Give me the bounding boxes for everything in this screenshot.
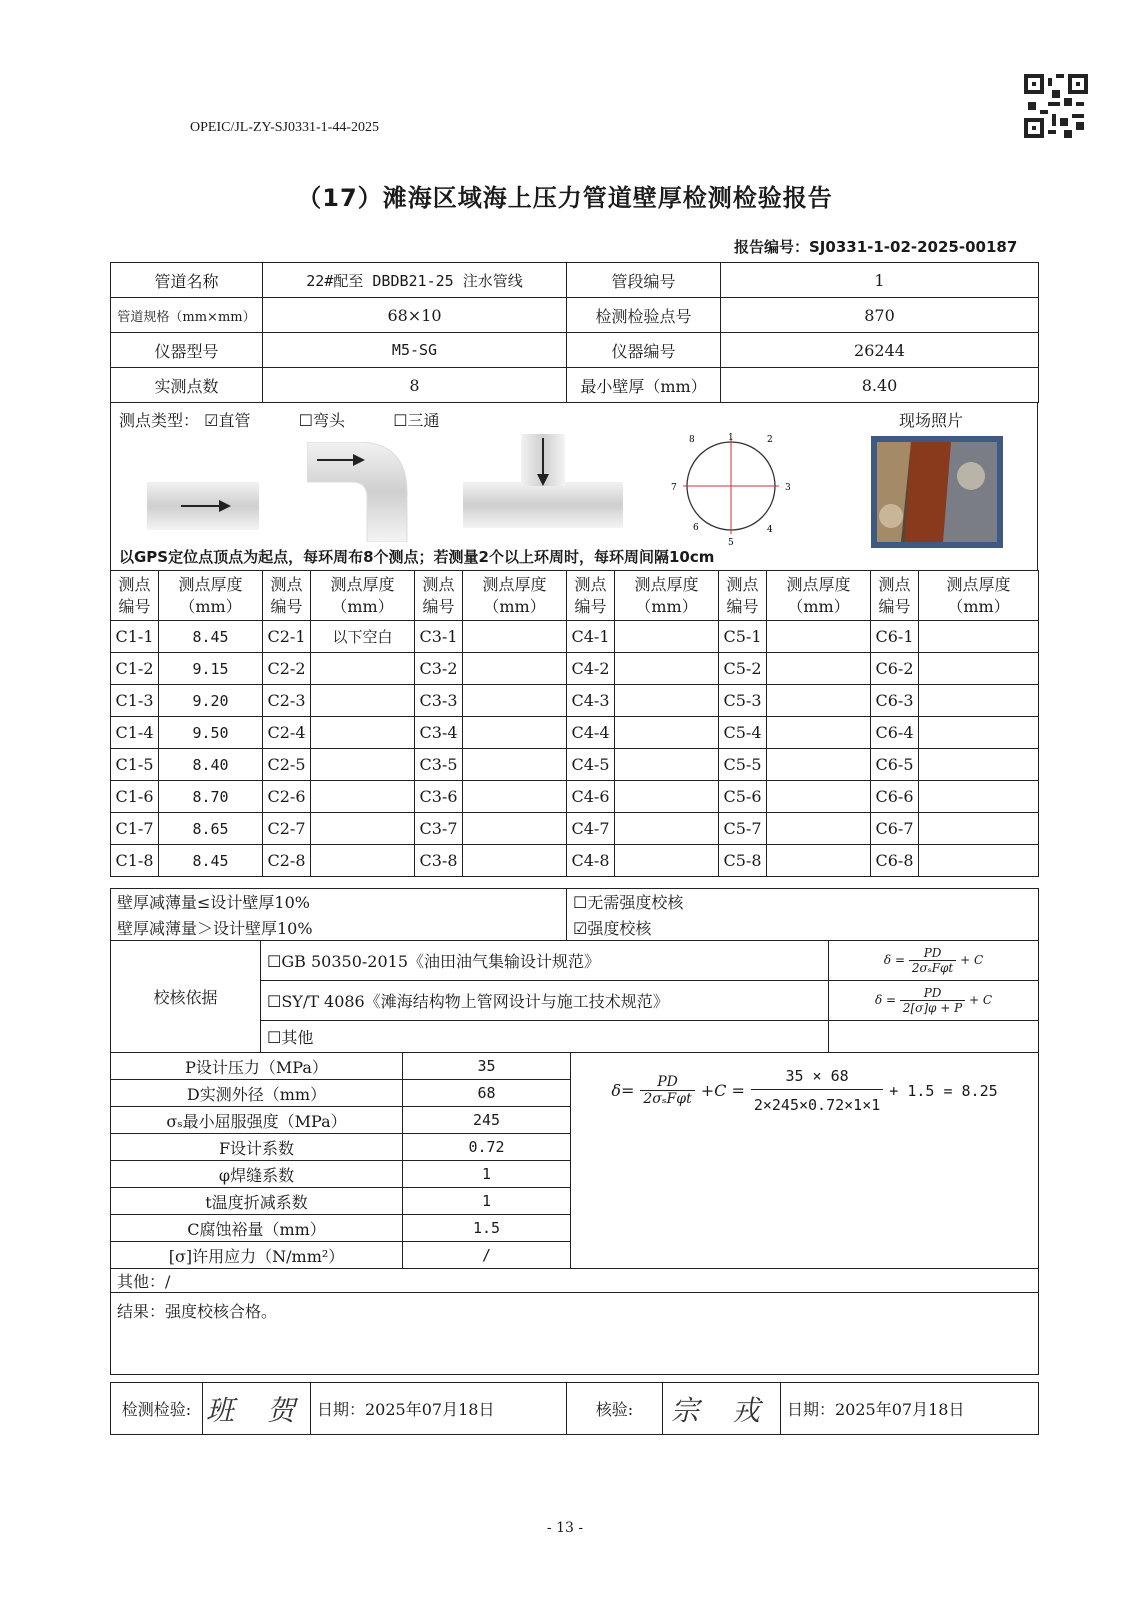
circle-label-7: 7 bbox=[671, 483, 677, 493]
point-id: C5-2 bbox=[719, 653, 767, 685]
param-value: 1.5 bbox=[403, 1215, 571, 1242]
point-thickness: 以下空白 bbox=[311, 621, 415, 653]
point-id: C3-8 bbox=[415, 845, 463, 877]
param-row bbox=[111, 1053, 1039, 1080]
report-title: （17）滩海区域海上压力管道壁厚检测检验报告 bbox=[297, 184, 833, 212]
table-row bbox=[111, 685, 1039, 717]
point-thickness bbox=[767, 781, 871, 813]
point-thickness bbox=[767, 845, 871, 877]
point-thickness bbox=[463, 813, 567, 845]
pipe-name: 22#配至 DBDB21-25 注水管线 bbox=[263, 263, 567, 298]
point-thickness bbox=[615, 717, 719, 749]
point-id: C1-8 bbox=[111, 845, 159, 877]
spec-label: 管道规格（mm×mm） bbox=[111, 298, 263, 333]
point-id: C2-6 bbox=[263, 781, 311, 813]
basis-label: 校核依据 bbox=[111, 941, 261, 1053]
point-thickness bbox=[919, 813, 1039, 845]
point-id: C3-1 bbox=[415, 621, 463, 653]
point-id: C6-3 bbox=[871, 685, 919, 717]
param-label: [σ]许用应力（N/mm²） bbox=[111, 1242, 403, 1269]
point-thickness bbox=[311, 845, 415, 877]
point-thickness: 9.50 bbox=[159, 717, 263, 749]
point-thickness bbox=[311, 717, 415, 749]
document-code: OPEIC/JL-ZY-SJ0331-1-44-2025 bbox=[190, 120, 379, 135]
min-thickness: 8.40 bbox=[721, 368, 1039, 403]
circle-label-8: 8 bbox=[689, 435, 695, 445]
circle-label-2: 2 bbox=[767, 435, 773, 445]
review-signature: 宗 戎 bbox=[663, 1383, 781, 1435]
point-id: C5-4 bbox=[719, 717, 767, 749]
point-id: C1-7 bbox=[111, 813, 159, 845]
param-label: t温度折减系数 bbox=[111, 1188, 403, 1215]
inspector-date: 日期：2025年07月18日 bbox=[311, 1383, 567, 1435]
param-value: 35 bbox=[403, 1053, 571, 1080]
table-row bbox=[111, 717, 1039, 749]
point-id: C6-2 bbox=[871, 653, 919, 685]
tee-icon bbox=[463, 434, 623, 530]
point-thickness: 9.15 bbox=[159, 653, 263, 685]
point-thickness bbox=[919, 845, 1039, 877]
basis-other-checkbox[interactable]: ☐其他 bbox=[261, 1021, 829, 1053]
point-thickness: 8.65 bbox=[159, 813, 263, 845]
point-thickness: 9.20 bbox=[159, 685, 263, 717]
table-row bbox=[111, 781, 1039, 813]
info-table bbox=[110, 262, 1039, 403]
col-header-point-no: 测点 编号 bbox=[719, 571, 767, 621]
calculation-cell: δ= $\frac{PD}{\text{2σₛFφt}}$ +C = $\frac{35 \times 68}{2\times 245\times 0.72\times 1\times 1}$ + 1.5 = 8.25 bbox=[571, 1053, 1039, 1269]
point-id: C3-3 bbox=[415, 685, 463, 717]
basis-sy-checkbox[interactable]: ☐SY/T 4086《滩海结构物上管网设计与施工技术规范》 bbox=[261, 981, 829, 1021]
col-header-point-no: 测点 编号 bbox=[263, 571, 311, 621]
point-thickness bbox=[463, 845, 567, 877]
point-id: C5-1 bbox=[719, 621, 767, 653]
param-value: 1 bbox=[403, 1161, 571, 1188]
no-strength-check-checkbox[interactable]: ☐无需强度校核 bbox=[567, 889, 1039, 915]
point-id: C5-3 bbox=[719, 685, 767, 717]
pipe-name-label: 管道名称 bbox=[111, 263, 263, 298]
point-layout-note: 以GPS定位点顶点为起点，每环周布8个测点；若测量2个以上环周时，每环周间隔10cm bbox=[119, 548, 715, 566]
table-row bbox=[111, 653, 1039, 685]
point-id: C5-6 bbox=[719, 781, 767, 813]
point-id: C2-3 bbox=[263, 685, 311, 717]
result: 结果：强度校核合格。 bbox=[111, 1293, 1039, 1375]
point-id: C4-2 bbox=[567, 653, 615, 685]
point-id: C2-8 bbox=[263, 845, 311, 877]
inspect-point: 870 bbox=[721, 298, 1039, 333]
tee-checkbox[interactable]: ☐三通 bbox=[393, 411, 440, 430]
point-thickness bbox=[463, 717, 567, 749]
point-thickness bbox=[767, 621, 871, 653]
point-thickness bbox=[615, 653, 719, 685]
point-id: C5-8 bbox=[719, 845, 767, 877]
point-id: C1-1 bbox=[111, 621, 159, 653]
inspector-label: 检测检验: bbox=[111, 1383, 203, 1435]
page-number: - 13 - bbox=[546, 1520, 584, 1536]
point-thickness bbox=[767, 813, 871, 845]
point-id: C6-5 bbox=[871, 749, 919, 781]
col-header-point-no: 测点 编号 bbox=[871, 571, 919, 621]
review-label: 核验: bbox=[567, 1383, 663, 1435]
circle-label-5: 5 bbox=[728, 538, 734, 546]
other-note: 其他：/ bbox=[111, 1269, 571, 1293]
instrument-model-label: 仪器型号 bbox=[111, 333, 263, 368]
point-thickness: 8.45 bbox=[159, 845, 263, 877]
circle-label-4: 4 bbox=[767, 525, 773, 535]
strength-check-checkbox[interactable]: ☑强度校核 bbox=[567, 915, 1039, 941]
point-thickness bbox=[311, 685, 415, 717]
check-basis-table bbox=[110, 888, 1039, 1053]
point-thickness bbox=[919, 717, 1039, 749]
point-thickness bbox=[463, 781, 567, 813]
point-id: C2-7 bbox=[263, 813, 311, 845]
calc-lhs: δ= bbox=[611, 1081, 635, 1100]
point-thickness bbox=[311, 781, 415, 813]
point-id: C4-3 bbox=[567, 685, 615, 717]
param-label: φ焊缝系数 bbox=[111, 1161, 403, 1188]
point-id: C1-2 bbox=[111, 653, 159, 685]
review-date: 日期：2025年07月18日 bbox=[781, 1383, 1039, 1435]
param-label: F设计系数 bbox=[111, 1134, 403, 1161]
point-id: C6-7 bbox=[871, 813, 919, 845]
point-id: C6-6 bbox=[871, 781, 919, 813]
point-thickness: 8.70 bbox=[159, 781, 263, 813]
formula-sy: δ = $\frac{PD}{2[\sigma]\varphi + P}$ + C bbox=[829, 981, 1039, 1021]
measurement-table bbox=[110, 570, 1039, 877]
point-id: C5-7 bbox=[719, 813, 767, 845]
point-id: C1-3 bbox=[111, 685, 159, 717]
point-thickness bbox=[463, 685, 567, 717]
col-header-thickness: 测点厚度 （mm） bbox=[919, 571, 1039, 621]
col-header-thickness: 测点厚度 （mm） bbox=[311, 571, 415, 621]
point-id: C3-6 bbox=[415, 781, 463, 813]
point-id: C4-5 bbox=[567, 749, 615, 781]
circle-label-1: 1 bbox=[728, 433, 734, 443]
point-id: C2-2 bbox=[263, 653, 311, 685]
param-label: D实测外径（mm） bbox=[111, 1080, 403, 1107]
inspector-signature: 班 贺 bbox=[203, 1383, 311, 1435]
report-number: 报告编号：SJ0331-1-02-2025-00187 bbox=[734, 238, 1018, 256]
col-header-point-no: 测点 编号 bbox=[567, 571, 615, 621]
point-id: C4-8 bbox=[567, 845, 615, 877]
table-row bbox=[111, 621, 1039, 653]
point-thickness bbox=[615, 813, 719, 845]
point-id: C2-5 bbox=[263, 749, 311, 781]
point-thickness bbox=[615, 845, 719, 877]
point-thickness bbox=[919, 621, 1039, 653]
table-row bbox=[111, 845, 1039, 877]
spec: 68×10 bbox=[263, 298, 567, 333]
segment-no-label: 管段编号 bbox=[567, 263, 721, 298]
point-thickness bbox=[311, 813, 415, 845]
col-header-thickness: 测点厚度 （mm） bbox=[615, 571, 719, 621]
point-thickness bbox=[767, 749, 871, 781]
point-type-block bbox=[110, 402, 1038, 570]
min-thickness-label: 最小壁厚（mm） bbox=[567, 368, 721, 403]
point-id: C4-7 bbox=[567, 813, 615, 845]
point-thickness bbox=[311, 749, 415, 781]
calc-result: + 1.5 = 8.25 bbox=[889, 1081, 998, 1100]
point-type-label: 测点类型： bbox=[119, 411, 200, 430]
point-id: C5-5 bbox=[719, 749, 767, 781]
point-id: C6-4 bbox=[871, 717, 919, 749]
table-row bbox=[111, 813, 1039, 845]
param-value: / bbox=[403, 1242, 571, 1269]
point-thickness: 8.40 bbox=[159, 749, 263, 781]
basis-gb-checkbox[interactable]: ☐GB 50350-2015《油田油气集输设计规范》 bbox=[261, 941, 829, 981]
param-label: σₛ最小屈服强度（MPa） bbox=[111, 1107, 403, 1134]
point-id: C2-4 bbox=[263, 717, 311, 749]
instrument-no-label: 仪器编号 bbox=[567, 333, 721, 368]
point-thickness bbox=[919, 653, 1039, 685]
point-id: C1-5 bbox=[111, 749, 159, 781]
point-thickness bbox=[919, 781, 1039, 813]
calc-numerator: 35 × 68 bbox=[751, 1067, 883, 1090]
reduction-gt-label: 壁厚减薄量＞设计壁厚10% bbox=[111, 915, 567, 941]
param-label: P设计压力（MPa） bbox=[111, 1053, 403, 1080]
point-id: C6-1 bbox=[871, 621, 919, 653]
params-table bbox=[110, 1052, 1039, 1375]
point-thickness bbox=[767, 685, 871, 717]
points: 8 bbox=[263, 368, 567, 403]
point-thickness bbox=[463, 621, 567, 653]
instrument-no: 26244 bbox=[721, 333, 1039, 368]
point-id: C1-6 bbox=[111, 781, 159, 813]
straight-pipe-checkbox[interactable]: ☑直管 bbox=[204, 411, 251, 430]
circle-label-3: 3 bbox=[785, 483, 791, 493]
point-id: C3-4 bbox=[415, 717, 463, 749]
param-value: 245 bbox=[403, 1107, 571, 1134]
point-thickness bbox=[767, 717, 871, 749]
point-id: C1-4 bbox=[111, 717, 159, 749]
col-header-thickness: 测点厚度 （mm） bbox=[463, 571, 567, 621]
photo-label: 现场照片 bbox=[899, 411, 964, 430]
point-thickness bbox=[615, 685, 719, 717]
point-id: C6-8 bbox=[871, 845, 919, 877]
point-id: C4-6 bbox=[567, 781, 615, 813]
col-header-point-no: 测点 编号 bbox=[415, 571, 463, 621]
point-id: C2-1 bbox=[263, 621, 311, 653]
col-header-point-no: 测点 编号 bbox=[111, 571, 159, 621]
formula-gb: δ = $\frac{PD}{\text{2σₛFφt}}$ + C bbox=[829, 941, 1039, 981]
point-thickness: 8.45 bbox=[159, 621, 263, 653]
col-header-thickness: 测点厚度 （mm） bbox=[159, 571, 263, 621]
qr-code-icon bbox=[1024, 74, 1088, 138]
signature-table bbox=[110, 1382, 1039, 1435]
point-thickness bbox=[615, 621, 719, 653]
points-label: 实测点数 bbox=[111, 368, 263, 403]
straight-pipe-icon bbox=[147, 482, 259, 530]
calc-denominator: 2×245×0.72×1×1 bbox=[753, 1096, 881, 1114]
point-thickness bbox=[919, 749, 1039, 781]
param-value: 68 bbox=[403, 1080, 571, 1107]
point-thickness bbox=[615, 781, 719, 813]
point-thickness bbox=[311, 653, 415, 685]
elbow-icon bbox=[307, 442, 417, 542]
point-thickness bbox=[767, 653, 871, 685]
table-row bbox=[111, 749, 1039, 781]
point-id: C3-5 bbox=[415, 749, 463, 781]
point-id: C4-1 bbox=[567, 621, 615, 653]
site-photo bbox=[871, 436, 1003, 548]
elbow-checkbox[interactable]: ☐弯头 bbox=[298, 411, 346, 430]
param-value: 1 bbox=[403, 1188, 571, 1215]
param-label: C腐蚀裕量（mm） bbox=[111, 1215, 403, 1242]
instrument-model: M5-SG bbox=[263, 333, 567, 368]
point-id: C3-7 bbox=[415, 813, 463, 845]
point-id: C3-2 bbox=[415, 653, 463, 685]
circle-label-6: 6 bbox=[693, 523, 699, 533]
inspect-point-label: 检测检验点号 bbox=[567, 298, 721, 333]
point-thickness bbox=[919, 685, 1039, 717]
segment-no: 1 bbox=[721, 263, 1039, 298]
param-value: 0.72 bbox=[403, 1134, 571, 1161]
point-thickness bbox=[463, 653, 567, 685]
reduction-le-label: 壁厚减薄量≤设计壁厚10% bbox=[111, 889, 567, 915]
measure-point-circle-diagram bbox=[663, 426, 803, 546]
point-thickness bbox=[463, 749, 567, 781]
col-header-thickness: 测点厚度 （mm） bbox=[767, 571, 871, 621]
point-id: C4-4 bbox=[567, 717, 615, 749]
point-thickness bbox=[615, 749, 719, 781]
